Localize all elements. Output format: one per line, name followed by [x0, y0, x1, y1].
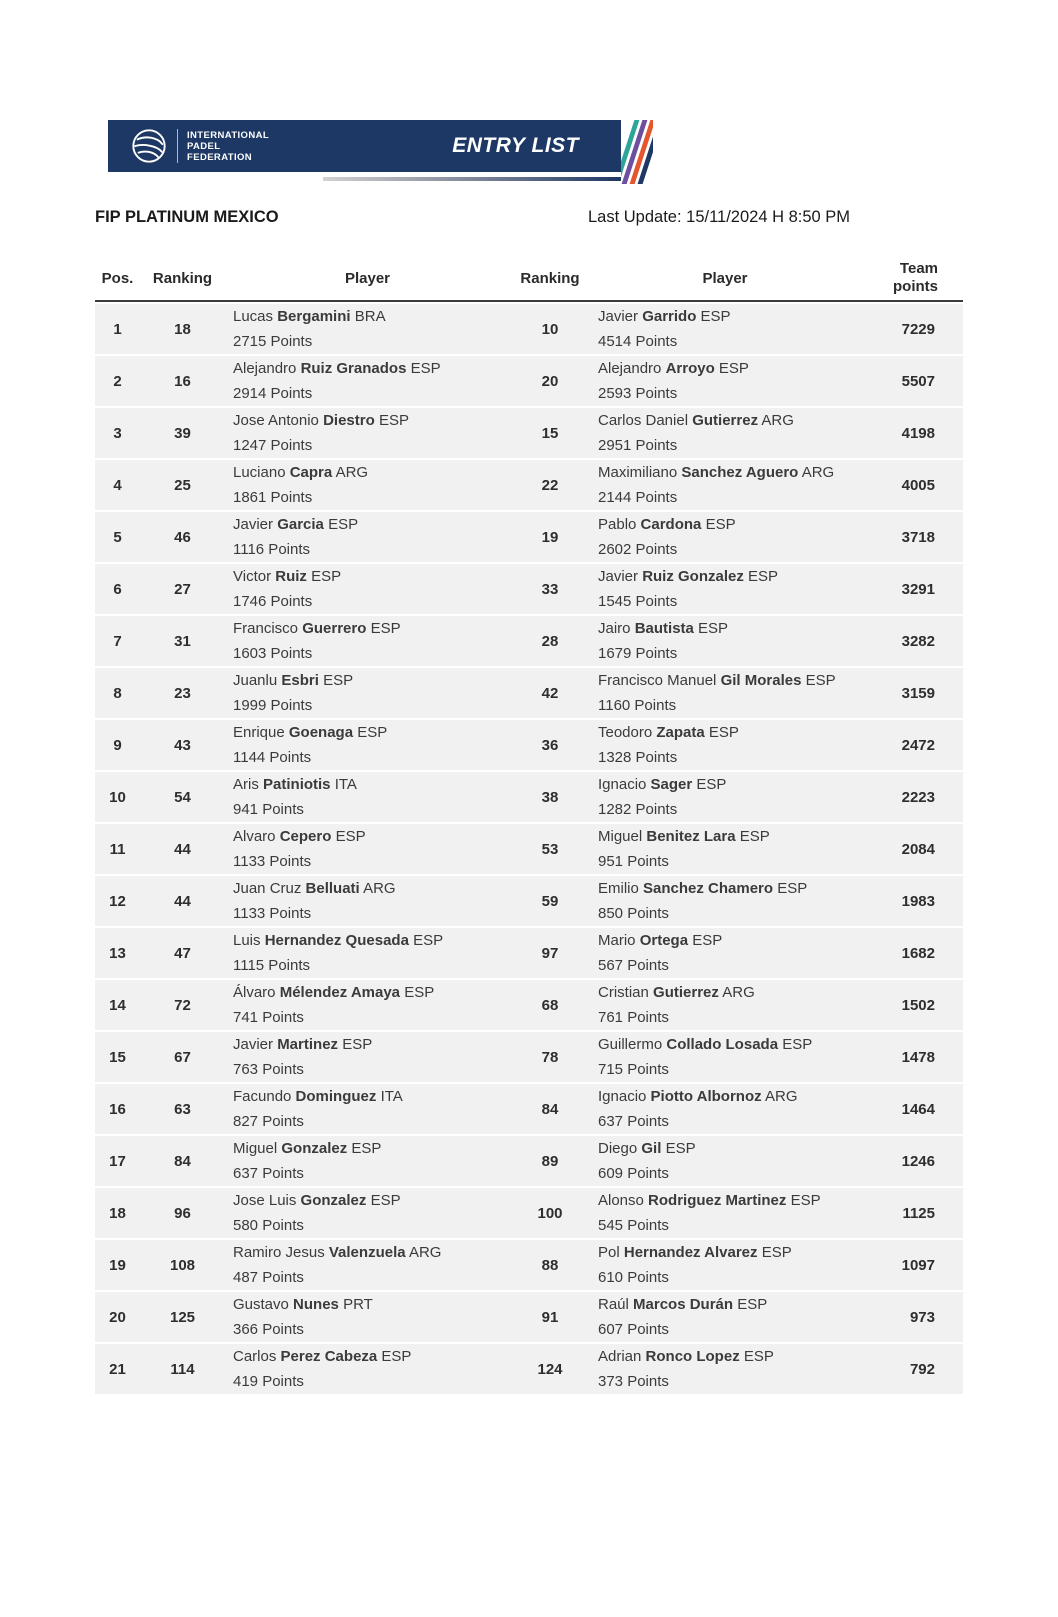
ranking-right-value: 20 — [541, 372, 559, 390]
player-points: 2951 Points — [598, 437, 678, 454]
player-right-cell — [590, 1136, 860, 1186]
team-points-value: 7229 — [901, 320, 935, 338]
player-left-cell — [225, 1188, 510, 1238]
table-row — [95, 928, 963, 978]
player-points: 567 Points — [598, 957, 669, 974]
player-points: 607 Points — [598, 1321, 669, 1338]
tournament-title: FIP PLATINUM MEXICO — [95, 208, 279, 226]
player-points: 1160 Points — [598, 697, 677, 714]
player-name: Diego Gil ESP — [598, 1140, 696, 1157]
player-name: Javier Garcia ESP — [233, 516, 359, 533]
team-points-value: 3291 — [901, 580, 935, 598]
player-left-cell — [225, 1240, 510, 1290]
logo-line: PADEL — [187, 140, 221, 152]
player-points: 850 Points — [598, 905, 669, 922]
ranking-left-value: 16 — [174, 372, 191, 390]
ranking-left-value: 108 — [169, 1256, 196, 1274]
player-right-cell — [590, 1292, 860, 1342]
player-right-cell — [590, 1344, 860, 1394]
player-name: Maximiliano Sanchez Aguero ARG — [598, 464, 835, 481]
col-player-left: Player — [344, 269, 391, 287]
player-left-cell — [225, 824, 510, 874]
player-name: Aris Patiniotis ITA — [233, 776, 357, 793]
ranking-right-value: 68 — [541, 996, 559, 1014]
team-points-value: 3282 — [901, 632, 935, 650]
ranking-right-value: 124 — [537, 1360, 563, 1378]
player-name: Gustavo Nunes PRT — [233, 1296, 373, 1313]
player-right-cell — [590, 356, 860, 406]
table-row — [95, 460, 963, 510]
ranking-right-value: 28 — [541, 632, 559, 650]
position-value: 16 — [109, 1100, 126, 1118]
player-name: Jose Luis Gonzalez ESP — [233, 1192, 401, 1209]
table-row — [95, 564, 963, 614]
team-points-value: 1464 — [901, 1100, 935, 1118]
position-value: 14 — [109, 996, 126, 1014]
logo-text — [187, 130, 269, 163]
player-right-cell — [590, 564, 860, 614]
player-points: 545 Points — [598, 1217, 669, 1234]
table-row — [95, 824, 963, 874]
ranking-left-value: 67 — [174, 1048, 191, 1066]
player-left-cell — [225, 512, 510, 562]
banner-gradient-line — [323, 177, 621, 181]
ranking-left-value: 18 — [174, 320, 191, 338]
player-points: 1247 Points — [233, 437, 313, 454]
position-value: 19 — [109, 1256, 126, 1274]
player-left-cell — [225, 1084, 510, 1134]
table-row — [95, 408, 963, 458]
player-left-cell — [225, 356, 510, 406]
player-points: 2602 Points — [598, 541, 678, 558]
player-name: Luis Hernandez Quesada ESP — [233, 932, 444, 949]
position-value: 7 — [113, 632, 122, 650]
player-name: Adrian Ronco Lopez ESP — [598, 1348, 774, 1365]
ranking-right-value: 53 — [541, 840, 559, 858]
position-value: 15 — [109, 1048, 126, 1066]
table-row — [95, 720, 963, 770]
player-right-cell — [590, 616, 860, 666]
player-name: Francisco Guerrero ESP — [233, 620, 401, 637]
player-points: 610 Points — [598, 1269, 669, 1286]
player-right-cell — [590, 1240, 860, 1290]
position-value: 17 — [109, 1152, 126, 1170]
position-value: 6 — [113, 580, 122, 598]
ranking-left-value: 72 — [174, 996, 191, 1014]
team-points-value: 1246 — [901, 1152, 935, 1170]
player-points: 1133 Points — [233, 905, 312, 922]
position-value: 12 — [109, 892, 126, 910]
player-name: Alvaro Cepero ESP — [233, 828, 366, 845]
player-name: Pablo Cardona ESP — [598, 516, 736, 533]
ranking-left-value: 39 — [174, 424, 191, 442]
team-points-value: 1478 — [901, 1048, 935, 1066]
player-right-cell — [590, 668, 860, 718]
team-points-value: 792 — [909, 1360, 935, 1378]
player-points: 715 Points — [598, 1061, 669, 1078]
player-points: 373 Points — [598, 1373, 669, 1390]
player-left-cell — [225, 460, 510, 510]
player-points: 580 Points — [233, 1217, 304, 1234]
position-value: 3 — [113, 424, 122, 442]
table-row — [95, 1240, 963, 1290]
banner-stripes-decoration — [621, 120, 653, 184]
player-points: 2914 Points — [233, 385, 313, 402]
player-right-cell — [590, 980, 860, 1030]
player-points: 761 Points — [598, 1009, 669, 1026]
player-name: Mario Ortega ESP — [598, 932, 723, 949]
logo-line: FEDERATION — [187, 151, 253, 163]
player-right-cell — [590, 1188, 860, 1238]
ranking-right-value: 42 — [541, 684, 559, 702]
team-points-value: 4005 — [901, 476, 935, 494]
player-points: 2715 Points — [233, 333, 313, 350]
player-name: Pol Hernandez Alvarez ESP — [598, 1244, 792, 1261]
ranking-left-value: 25 — [174, 476, 191, 494]
col-ranking-left: Ranking — [152, 269, 213, 287]
player-name: Javier Ruiz Gonzalez ESP — [598, 568, 779, 585]
player-left-cell — [225, 1032, 510, 1082]
player-name: Ignacio Sager ESP — [598, 776, 727, 793]
player-name: Álvaro Mélendez Amaya ESP — [233, 984, 435, 1001]
table-row — [95, 616, 963, 666]
col-team-points-line1: Team — [899, 260, 938, 277]
player-left-cell — [225, 772, 510, 822]
player-right-cell — [590, 928, 860, 978]
position-value: 5 — [113, 528, 122, 546]
ranking-left-value: 43 — [174, 736, 191, 754]
player-name: Ramiro Jesus Valenzuela ARG — [233, 1244, 442, 1261]
player-name: Francisco Manuel Gil Morales ESP — [598, 672, 836, 689]
ranking-left-value: 27 — [174, 580, 191, 598]
player-name: Ignacio Piotto Albornoz ARG — [598, 1088, 798, 1105]
table-row — [95, 668, 963, 718]
player-name: Javier Martinez ESP — [233, 1036, 373, 1053]
logo-divider — [177, 129, 178, 163]
player-points: 1679 Points — [598, 645, 678, 662]
player-left-cell — [225, 1136, 510, 1186]
team-points-value: 2084 — [901, 840, 935, 858]
player-points: 637 Points — [233, 1165, 304, 1182]
banner-navy-panel — [108, 120, 621, 172]
player-name: Emilio Sanchez Chamero ESP — [598, 880, 808, 897]
ranking-left-value: 54 — [174, 788, 191, 806]
ranking-right-value: 84 — [541, 1100, 559, 1118]
player-right-cell — [590, 772, 860, 822]
team-points-value: 4198 — [901, 424, 935, 442]
player-points: 1603 Points — [233, 645, 313, 662]
player-name: Carlos Perez Cabeza ESP — [233, 1348, 412, 1365]
ranking-right-value: 97 — [541, 944, 559, 962]
player-left-cell — [225, 564, 510, 614]
player-right-cell — [590, 1032, 860, 1082]
ranking-right-value: 100 — [537, 1204, 563, 1222]
player-points: 1144 Points — [233, 749, 312, 766]
player-points: 1282 Points — [598, 801, 678, 818]
player-right-cell — [590, 876, 860, 926]
player-left-cell — [225, 1344, 510, 1394]
ranking-right-value: 22 — [541, 476, 559, 494]
player-points: 1999 Points — [233, 697, 313, 714]
team-points-value: 1125 — [902, 1204, 935, 1222]
team-points-value: 3718 — [901, 528, 935, 546]
federation-banner — [108, 120, 653, 184]
position-value: 13 — [109, 944, 126, 962]
player-points: 1861 Points — [233, 489, 313, 506]
player-points: 2593 Points — [598, 385, 678, 402]
player-name: Teodoro Zapata ESP — [598, 724, 739, 741]
player-right-cell — [590, 512, 860, 562]
ranking-right-value: 33 — [541, 580, 559, 598]
player-right-cell — [590, 460, 860, 510]
ranking-right-value: 88 — [541, 1256, 559, 1274]
ranking-left-value: 23 — [174, 684, 191, 702]
position-value: 4 — [113, 476, 122, 494]
team-points-value: 1983 — [901, 892, 935, 910]
ranking-left-value: 96 — [174, 1204, 191, 1222]
player-name: Lucas Bergamini BRA — [233, 308, 386, 325]
ranking-right-value: 15 — [541, 424, 559, 442]
player-points: 637 Points — [598, 1113, 669, 1130]
ranking-right-value: 36 — [541, 736, 559, 754]
ranking-left-value: 44 — [174, 892, 191, 910]
player-left-cell — [225, 876, 510, 926]
player-points: 1133 Points — [233, 853, 312, 870]
position-value: 20 — [109, 1308, 126, 1326]
player-right-cell — [590, 408, 860, 458]
table-row — [95, 1188, 963, 1238]
player-points: 609 Points — [598, 1165, 669, 1182]
team-points-value: 2472 — [901, 736, 935, 754]
table-body — [95, 304, 963, 1394]
player-name: Victor Ruiz ESP — [233, 568, 342, 585]
table-header — [95, 256, 963, 302]
player-name: Juan Cruz Belluati ARG — [233, 880, 396, 897]
col-team-points-line2: points — [893, 278, 938, 295]
player-points: 1545 Points — [598, 593, 678, 610]
player-name: Miguel Benitez Lara ESP — [598, 828, 770, 845]
last-update-text: Last Update: 15/11/2024 H 8:50 PM — [588, 208, 851, 226]
fip-logo — [108, 127, 269, 165]
player-name: Jose Antonio Diestro ESP — [233, 412, 409, 429]
player-right-cell — [590, 304, 860, 354]
table-row — [95, 304, 963, 354]
ranking-right-value: 19 — [541, 528, 559, 546]
player-left-cell — [225, 668, 510, 718]
ranking-right-value: 38 — [541, 788, 559, 806]
team-points-value: 3159 — [901, 684, 935, 702]
player-name: Carlos Daniel Gutierrez ARG — [598, 412, 794, 429]
table-row — [95, 1032, 963, 1082]
player-right-cell — [590, 824, 860, 874]
ranking-left-value: 84 — [174, 1152, 191, 1170]
col-ranking-right: Ranking — [520, 269, 580, 287]
player-points: 1115 Points — [233, 957, 310, 974]
ranking-right-value: 89 — [541, 1152, 559, 1170]
player-points: 419 Points — [233, 1373, 304, 1390]
team-points-value: 2223 — [901, 788, 935, 806]
player-name: Javier Garrido ESP — [598, 308, 731, 325]
team-points-value: 1682 — [901, 944, 935, 962]
ranking-left-value: 125 — [169, 1308, 196, 1326]
player-points: 1116 Points — [233, 541, 310, 558]
table-row — [95, 512, 963, 562]
ranking-right-value: 59 — [541, 892, 559, 910]
table-row — [95, 772, 963, 822]
position-value: 9 — [113, 736, 122, 754]
player-name: Enrique Goenaga ESP — [233, 724, 388, 741]
player-name: Cristian Gutierrez ARG — [598, 984, 755, 1001]
table-row — [95, 356, 963, 406]
position-value: 10 — [109, 788, 126, 806]
player-left-cell — [225, 720, 510, 770]
player-left-cell — [225, 616, 510, 666]
fip-logo-icon — [130, 127, 168, 165]
player-points: 1328 Points — [598, 749, 678, 766]
title-row — [95, 208, 963, 232]
ranking-right-value: 91 — [541, 1308, 559, 1326]
player-points: 1746 Points — [233, 593, 313, 610]
player-left-cell — [225, 928, 510, 978]
player-name: Miguel Gonzalez ESP — [233, 1140, 382, 1157]
player-name: Luciano Capra ARG — [233, 464, 369, 481]
player-name: Guillermo Collado Losada ESP — [598, 1036, 813, 1053]
player-points: 827 Points — [233, 1113, 304, 1130]
player-left-cell — [225, 980, 510, 1030]
player-right-cell — [590, 720, 860, 770]
team-points-value: 1502 — [901, 996, 935, 1014]
ranking-left-value: 63 — [174, 1100, 191, 1118]
ranking-left-value: 47 — [174, 944, 191, 962]
player-points: 951 Points — [598, 853, 669, 870]
position-value: 21 — [109, 1360, 126, 1378]
player-left-cell — [225, 408, 510, 458]
table-row — [95, 1084, 963, 1134]
entry-list-label: ENTRY LIST — [452, 134, 579, 157]
position-value: 11 — [109, 840, 126, 858]
col-team-points — [860, 260, 963, 296]
player-name: Alonso Rodriguez Martinez ESP — [598, 1192, 821, 1209]
player-points: 941 Points — [233, 801, 304, 818]
team-points-value: 973 — [909, 1308, 935, 1326]
player-name: Juanlu Esbri ESP — [233, 672, 354, 689]
player-left-cell — [225, 1292, 510, 1342]
table-row — [95, 1292, 963, 1342]
ranking-left-value: 44 — [174, 840, 191, 858]
player-name: Alejandro Ruiz Granados ESP — [233, 360, 441, 377]
logo-line: INTERNATIONAL — [187, 129, 270, 141]
table-row — [95, 1136, 963, 1186]
player-points: 487 Points — [233, 1269, 304, 1286]
ranking-left-value: 31 — [174, 632, 191, 650]
table-row — [95, 876, 963, 926]
position-value: 2 — [113, 372, 122, 390]
player-points: 2144 Points — [598, 489, 678, 506]
player-points: 763 Points — [233, 1061, 304, 1078]
player-name: Facundo Dominguez ITA — [233, 1088, 403, 1105]
entry-list-table — [95, 256, 963, 1394]
player-name: Alejandro Arroyo ESP — [598, 360, 749, 377]
table-row — [95, 1344, 963, 1394]
table-row — [95, 980, 963, 1030]
page-content — [0, 208, 1058, 1394]
player-points: 4514 Points — [598, 333, 678, 350]
player-left-cell — [225, 304, 510, 354]
player-right-cell — [590, 1084, 860, 1134]
ranking-left-value: 46 — [174, 528, 191, 546]
position-value: 1 — [113, 320, 122, 338]
position-value: 8 — [113, 684, 122, 702]
col-pos: Pos. — [101, 269, 134, 287]
player-points: 366 Points — [233, 1321, 304, 1338]
player-name: Jairo Bautista ESP — [598, 620, 729, 637]
team-points-value: 1097 — [901, 1256, 935, 1274]
player-points: 741 Points — [233, 1009, 304, 1026]
col-player-right: Player — [702, 269, 748, 287]
player-name: Raúl Marcos Durán ESP — [598, 1296, 768, 1313]
team-points-value: 5507 — [901, 372, 935, 390]
ranking-left-value: 114 — [170, 1360, 195, 1378]
ranking-right-value: 78 — [541, 1048, 559, 1066]
position-value: 18 — [109, 1204, 126, 1222]
ranking-right-value: 10 — [541, 320, 559, 338]
